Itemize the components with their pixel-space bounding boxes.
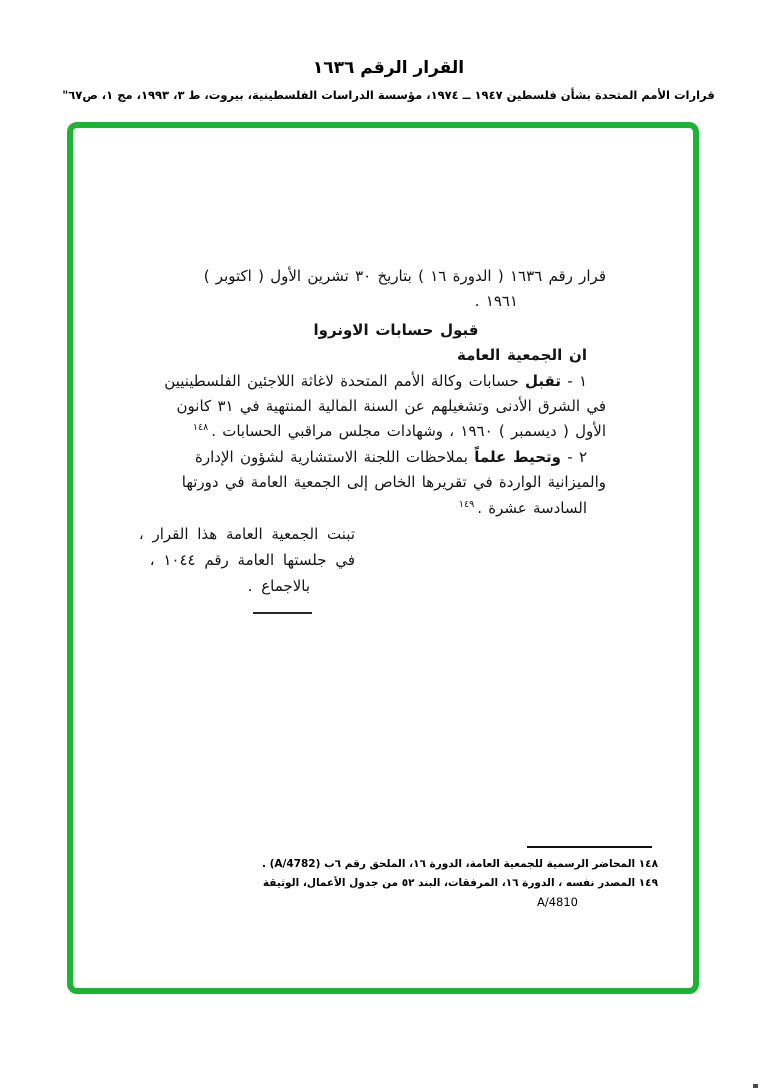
text-line: والميزانية الواردة في تقريرها الخاص إلى الجمعية العامة في دورتها: [181, 473, 606, 492]
text-line: ١٩٦١ .: [474, 292, 518, 311]
text-line: في جلستها العامة رقم ١٠٤٤ ،: [149, 551, 355, 570]
text-line: ١٤٨ المحاضر الرسمية للجمعية العامة، الدورة ١٦، الملحق رقم ٦ب (A/4782) .: [261, 858, 658, 870]
text-line: الأول ( ديسمبر ) ١٩٦٠ ، وشهادات مجلس مراقبي الحسابات .$^{١٤٨}$: [192, 422, 606, 441]
resolution-text-block: [138, 264, 606, 614]
text-line: قبول حسابات الاونروا: [313, 320, 479, 339]
text-line: في الشرق الأدنى وتشغيلهم عن السنة المالية المنتهية في ٣١ كانون: [176, 397, 606, 416]
bibliographic-source-line: قرارات الأمم المتحدة بشأن فلسطين ١٩٤٧ ــ ١٩٧٤، مؤسسة الدراسات الفلسطينية، بيروت، ط ٣، ١٩٩٣، مج ١، ص٦٧": [62, 88, 715, 102]
text-line: قرار رقم ١٦٣٦ ( الدورة ١٦ ) بتاريخ ٣٠ تشرين الأول ( اكتوبر ): [203, 267, 606, 285]
footnotes-block: [261, 846, 658, 912]
text-line: A/4810: [536, 895, 578, 909]
text-line: بالاجماع .: [247, 576, 310, 595]
footnote-separator-rule: [527, 846, 652, 848]
text-line: ١٤٩ المصدر نفسه ، الدورة ١٦، المرفقات، البند ٥٢ من جدول الأعمال، الوثيقة: [262, 877, 658, 889]
text-line: تبنت الجمعية العامة هذا القرار ،: [138, 525, 355, 544]
footnote-list: [261, 855, 658, 912]
text-line: ١ - تقبل حسابات وكالة الأمم المتحدة لاغاثة اللاجئين الفلسطينيين: [164, 371, 587, 390]
text-line: ان الجمعية العامة: [457, 346, 587, 365]
text-line: ٢ - وتحيط علماً بملاحظات اللجنة الاستشارية لشؤون الإدارة: [195, 447, 587, 466]
page-title: القرار الرقم ١٦٣٦: [312, 58, 465, 78]
text-line: السادسة عشرة .$^{١٤٩}$: [458, 498, 587, 517]
scan-artifact-speck: [753, 1084, 758, 1088]
adoption-rule: [253, 612, 312, 614]
